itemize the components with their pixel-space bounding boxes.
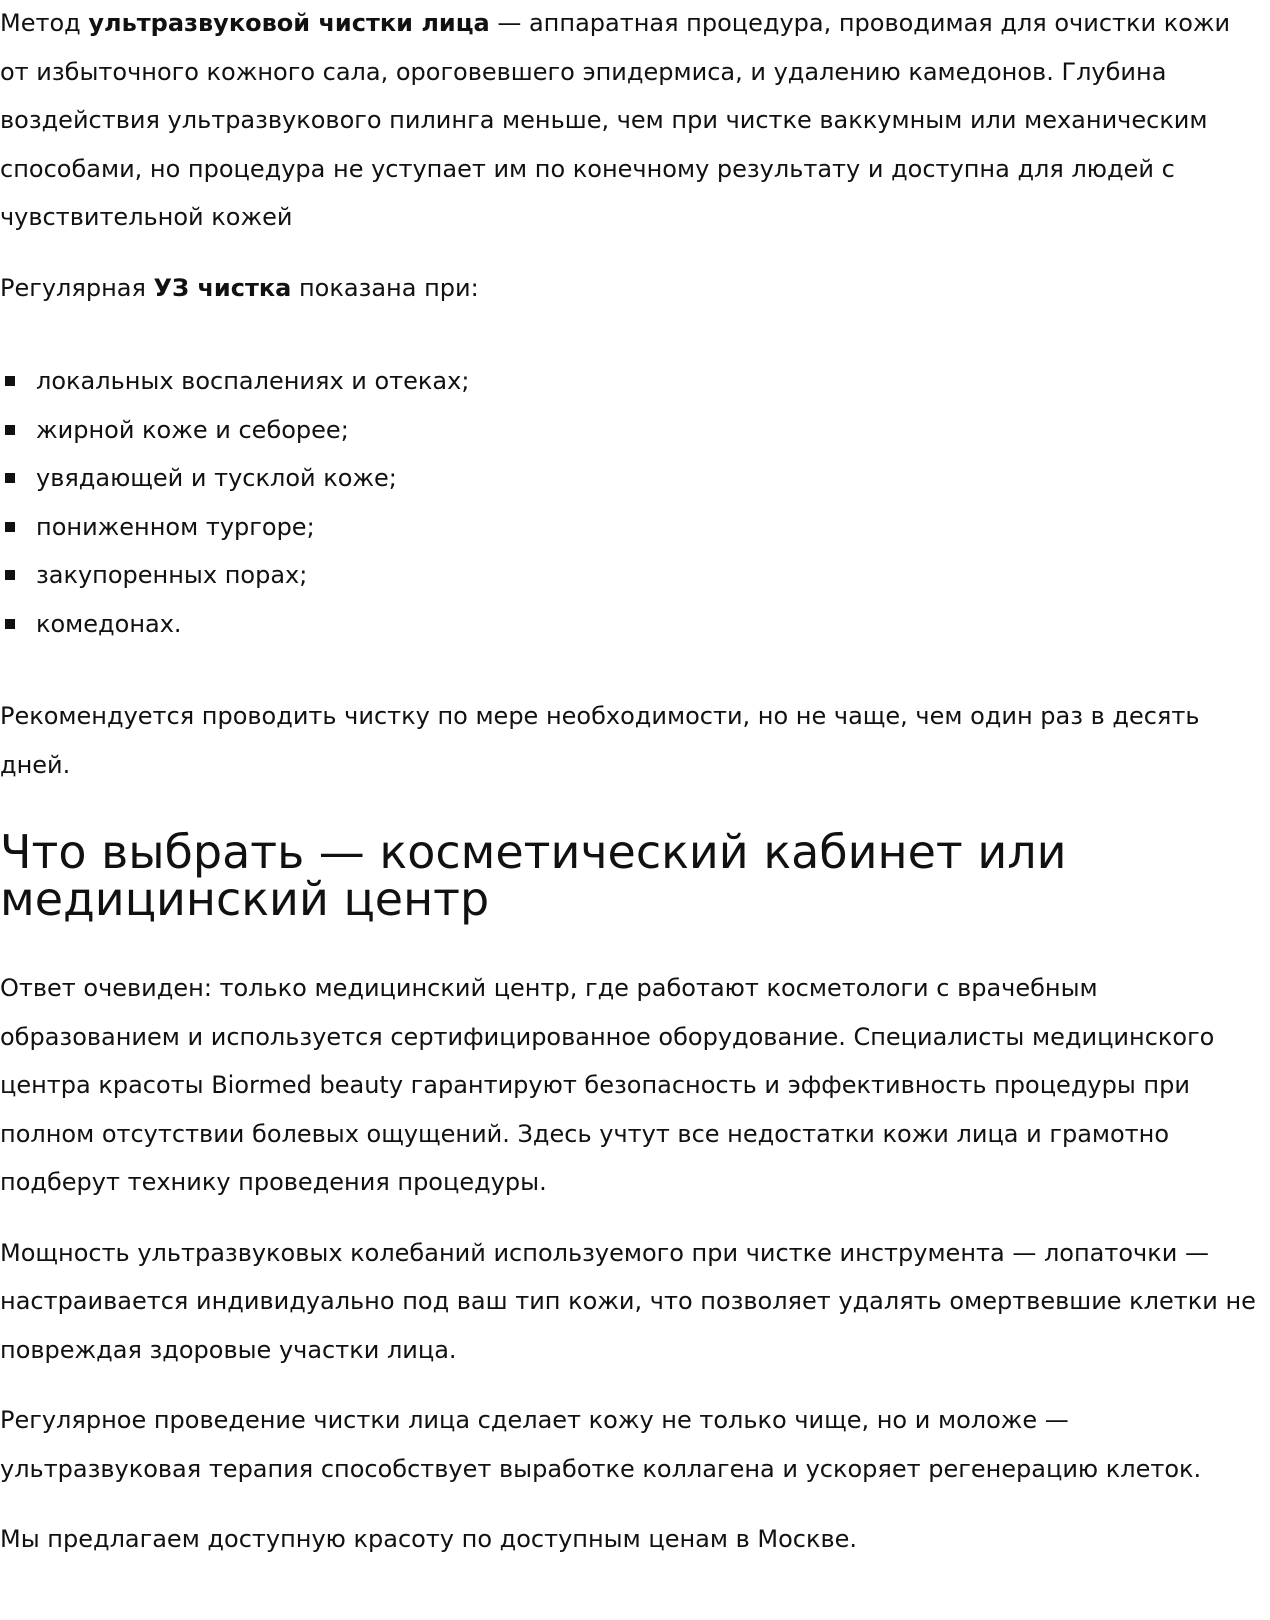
- list-item-text: пониженном тургоре;: [36, 512, 315, 541]
- indications-list: [0, 357, 1262, 648]
- list-item-text: локальных воспалениях и отеках;: [36, 367, 470, 395]
- intro-lead: Метод: [0, 9, 89, 37]
- indications-bold-term: УЗ чистка: [153, 273, 292, 302]
- indications-rest: показана при:: [291, 273, 479, 302]
- square-bullet-icon: [5, 376, 15, 386]
- list-item-text: увядающей и тусклой коже;: [36, 464, 397, 492]
- list-item: [0, 600, 1262, 649]
- regular-cleaning-paragraph: Регулярное проведение чистки лица сделает кожу не только чище, но и моложе — ультразвуковая терапия способствует выработке коллагена и ускоряет регенерацию клеток.: [0, 1406, 1202, 1483]
- square-bullet-icon: [5, 570, 15, 580]
- power-paragraph: Мощность ультразвуковых колебаний используемого при чистке инструмента — лопаточки — настраивается индивидуально под ваш тип кожи, что позволяет удалять омертвевшие клетки не повреждая здоровые участки лица.: [0, 1238, 1256, 1364]
- section-heading: Что выбрать — косметический кабинет или медицинский центр: [0, 825, 1067, 926]
- list-item: [0, 406, 1262, 455]
- square-bullet-icon: [5, 619, 15, 629]
- list-item: [0, 454, 1262, 503]
- list-item-text: закупоренных порах;: [36, 561, 308, 589]
- intro-bold-term: ультразвуковой чистки лица: [88, 9, 490, 37]
- square-bullet-icon: [5, 522, 15, 532]
- indications-intro: [0, 264, 1262, 313]
- list-item: [0, 503, 1262, 552]
- intro-rest: — аппаратная процедура, проводимая для очистки кожи от избыточного кожного сала, ороговевшего эпидермиса, и удалению камедонов. Глубина воздействия ультразвукового пилинга меньше, чем при чистке ваккумным или механическим способами, но процедура не уступает им по конечному результату и доступна для людей с чувствительной кожей: [0, 9, 1231, 231]
- list-item: [0, 551, 1262, 600]
- square-bullet-icon: [5, 425, 15, 435]
- recommendation-paragraph: Рекомендуется проводить чистку по мере необходимости, но не чаще, чем один раз в десять дней.: [0, 702, 1200, 779]
- indications-lead: Регулярная: [0, 273, 154, 302]
- list-item-text: жирной коже и себорее;: [36, 415, 349, 444]
- list-item-text: комедонах.: [36, 609, 182, 638]
- intro-paragraph: [0, 0, 1262, 242]
- offer-paragraph: Мы предлагаем доступную красоту по доступным ценам в Москве.: [0, 1525, 857, 1553]
- answer-paragraph: Ответ очевиден: только медицинский центр, где работают косметологи с врачебным образованием и используется сертифицированное оборудование. Специалисты медицинского центра красоты Biormed beauty гарантируют безопасность и эффективность процедуры при полном отсутствии болевых ощущений. Здесь учтут все недостатки кожи лица и грамотно подберут технику проведения процедуры.: [0, 974, 1215, 1196]
- list-item: [0, 357, 1262, 406]
- square-bullet-icon: [5, 473, 15, 483]
